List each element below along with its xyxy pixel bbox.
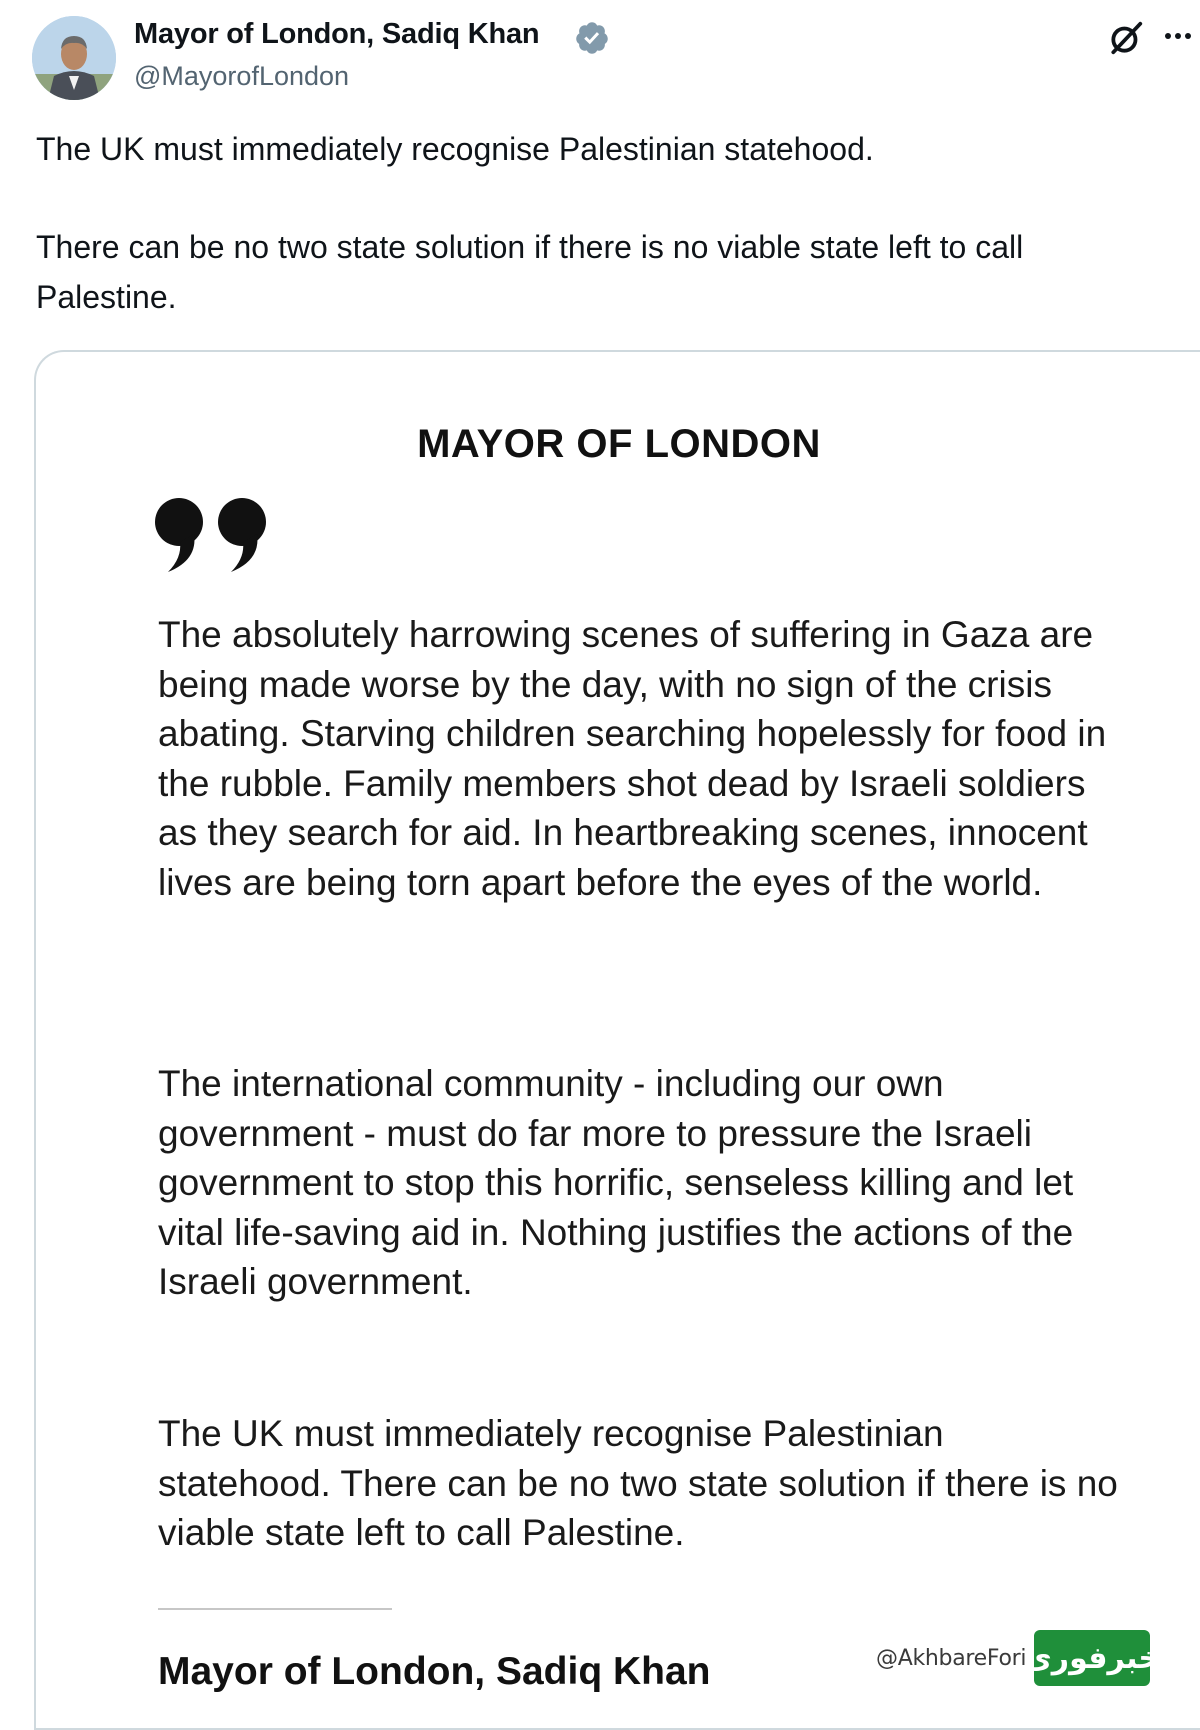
statement-paragraph: The international community - including our own government - must do far more to pressure the Israeli government to stop this horrific, senseless killing and let vital life-saving aid in. Nothing justifies the actions of the Israeli government. [158, 1063, 1074, 1302]
author-display-name[interactable]: Mayor of London, Sadiq Khan [134, 18, 540, 50]
quotation-mark-icon [154, 494, 282, 572]
watermark-logo: خبرفوری [1034, 1630, 1150, 1686]
watermark [876, 1630, 1161, 1686]
statement-paragraph: The UK must immediately recognise Palestinian statehood. There can be no two state solution if there is no viable state left to call Palestine. [158, 1413, 1118, 1553]
grok-icon[interactable] [1107, 19, 1145, 57]
author-handle[interactable]: @MayorofLondon [134, 61, 350, 91]
statement-signature: Mayor of London, Sadiq Khan [158, 1650, 711, 1693]
more-options-icon[interactable] [1160, 24, 1196, 48]
attached-statement-image[interactable] [34, 350, 1200, 1730]
signature-divider [158, 1608, 392, 1610]
tweet-text-line: There can be no two state solution if there is no viable state left to call Palestine. [36, 229, 1024, 315]
tweet-text-line: The UK must immediately recognise Palestinian statehood. [36, 131, 874, 167]
avatar-portrait [32, 16, 116, 100]
avatar[interactable] [32, 16, 116, 100]
statement-paragraph: The absolutely harrowing scenes of suffering in Gaza are being made worse by the day, with no sign of the crisis abating. Starving children searching hopelessly for food in the rubble. Family members shot dead by Israeli soldiers as they search for aid. In heartbreaking scenes, innocent lives are being torn apart before the eyes of the world. [158, 614, 1107, 903]
statement-header: MAYOR OF LONDON [417, 422, 821, 466]
watermark-handle: @AkhbareFori [876, 1645, 1027, 1671]
verified-badge-icon [574, 20, 610, 56]
